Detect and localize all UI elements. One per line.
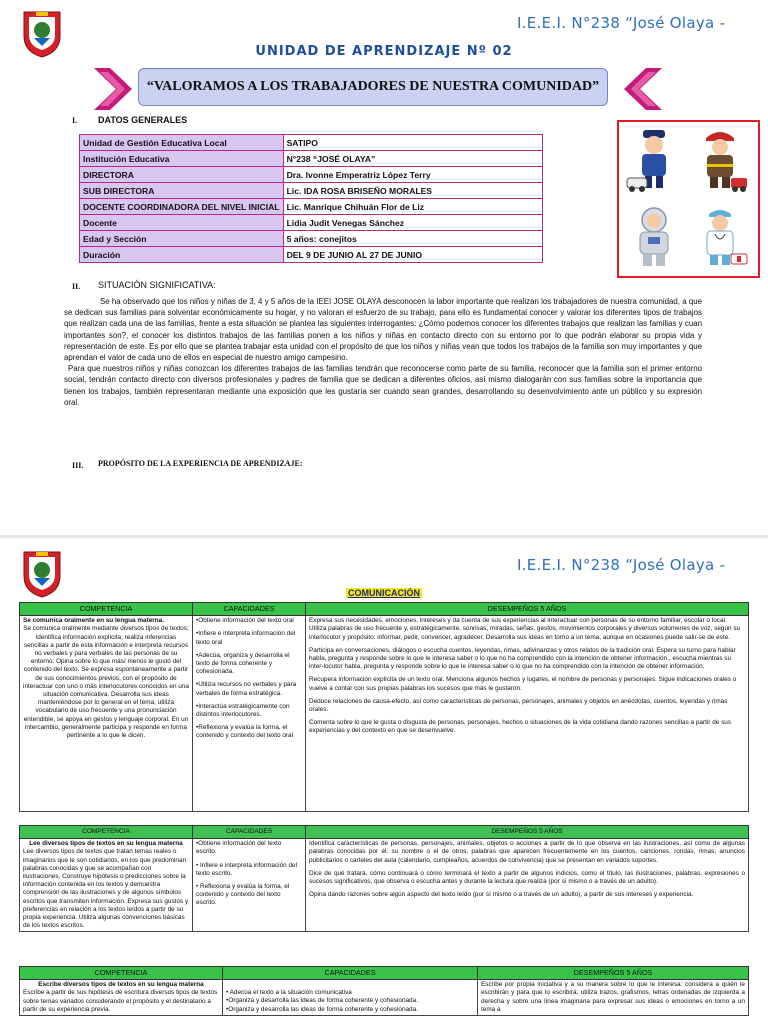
desempeno-item: Recupera información explícita de un texto oral. Menciona algunos hechos y lugares, el nombre de personas y personajes. Sigue indicaciones orales o vuelve a contar con sus propias palabras los sucesos que más le gustaron. xyxy=(309,676,737,692)
row-label: Duración xyxy=(80,247,284,263)
right-chevron-icon xyxy=(622,66,664,117)
table-row xyxy=(80,247,543,263)
workers-illustration xyxy=(617,120,760,278)
school-header-title: I.E.E.I. N°238 “José Olaya - xyxy=(517,14,726,32)
table-row xyxy=(20,839,749,932)
capacidad-item: •Interactúa estratégicamente con distintos interlocutores. xyxy=(196,702,290,719)
competencia-cell xyxy=(20,980,223,1016)
capacidad-item: • Reflexiona y evalúa la forma, el contenido y contexto del texto escrito. xyxy=(196,883,290,907)
table-row xyxy=(80,183,543,199)
table-row xyxy=(80,199,543,215)
table-header-row xyxy=(20,603,749,616)
row-value: 5 años: conejitos xyxy=(283,231,542,247)
capacidad-item: •Organiza y desarrolla las ideas de forma coherente y cohesionada. xyxy=(226,1005,418,1013)
row-label: Institución Educativa xyxy=(80,151,284,167)
table-row xyxy=(20,616,749,812)
area-title xyxy=(0,588,768,598)
desempeno-item: Deduce relaciones de causa-efecto, así como características de personas, personajes, animales y objetos en anécdotas, cuentos, leyendas y rimas orales. xyxy=(309,697,728,714)
table-row xyxy=(80,135,543,151)
datos-generales-table xyxy=(79,134,543,263)
capacidad-item: •Organiza y desarrolla las ideas de forma coherente y cohesionada. xyxy=(226,997,418,1005)
capacidad-item: •Obtiene información del texto oral xyxy=(196,617,294,625)
astronaut-icon xyxy=(625,204,683,270)
row-label: SUB DIRECTORA xyxy=(80,183,284,199)
desempeno-item: Identifica características de personas, personajes, animales, objetos o acciones a partir de lo que observa en las ilustraciones, así como de algunas palabras conocidas por él: su nombre o el de otros, palabras que aparecen frecuentemente en los cuentos, canciones, rondas, rimas, anuncios publicitarios o carteles del aula (calendario, cumpleaños, acuerdos de convivencia) que se presentan en variados soportes. xyxy=(309,840,745,864)
row-value: Lic. IDA ROSA BRISEÑO MORALES xyxy=(283,183,542,199)
row-label: DOCENTE COORDINADORA DEL NIVEL INICIAL xyxy=(80,199,284,215)
row-value: Lidia Judit Venegas Sánchez xyxy=(283,215,542,231)
competencia-table-escritura xyxy=(19,966,749,1016)
capacidad-item: • Infiere e interpreta información del texto escrito. xyxy=(196,861,297,877)
competencia-cell xyxy=(20,616,193,812)
capacidades-cell xyxy=(193,839,306,932)
capacidades-cell xyxy=(193,616,306,812)
firefighter-icon xyxy=(691,128,749,194)
situacion-text xyxy=(64,296,702,408)
row-value: Lic. Manrique Chihuán Flor de Liz xyxy=(283,199,542,215)
doctor-icon xyxy=(691,204,749,270)
desempeno-item: Dice de qué tratará, cómo continuará o cómo terminará el texto a partir de algunos indicios, como el título, las ilustraciones, palabras, expresiones o sucesos significativos, que observa o escucha antes y durante la lectura que realiza (por sí mismo o a través de un adulto). xyxy=(309,869,745,886)
competencia-cell xyxy=(20,839,193,932)
section-number-2: II. xyxy=(72,282,81,291)
desempeno-item: Comenta sobre lo que le gusta o disgusta de personas, personajes, hechos o situaciones de la vida cotidiana dando razones sencillas a partir de sus experiencias y del contexto en que se desenvuelve. xyxy=(309,719,732,735)
capacidad-item: • Adecúa el texto a la situación comunicativa xyxy=(226,989,352,997)
table-row xyxy=(80,215,543,231)
section-heading-datos: DATOS GENERALES xyxy=(98,115,188,125)
table-header-row xyxy=(20,967,749,980)
competencia-title: Se comunica oralmente en su lengua materna. xyxy=(23,617,164,625)
row-label: Docente xyxy=(80,215,284,231)
column-header: DESEMPEÑOS 5 AÑOS xyxy=(478,967,749,980)
competencia-title: Lee diversos tipos de textos en su lengua materna xyxy=(29,840,183,848)
competencia-table-oral xyxy=(19,602,749,812)
desempeno-item: Participa en conversaciones, diálogos o escucha cuentos, leyendas, rimas, adivinanzas y otros relatos de la tradición oral. Espera su turno para hablar habla, pregunta y responde sobre lo que le interesa saber o lo que no ha comprendido con la intención de obtener información., escucha mientras su inter-locutor habla, pregunta y responde sobre lo que le interesa saber o lo que no ha comprendido con la intención de obtener información. xyxy=(309,646,736,671)
row-value: N°238 “JOSÉ OLAYA” xyxy=(283,151,542,167)
column-header: COMPETENCIA xyxy=(20,826,193,839)
column-header: DESEMPEÑOS 5 AÑOS xyxy=(306,603,749,616)
desempenos-cell xyxy=(306,839,749,932)
column-header: CAPACIDADES xyxy=(223,967,478,980)
table-row xyxy=(80,151,543,167)
desempeno-item: Expresa sus necesidades, emociones, intereses y da cuenta de sus experiencias al interactuar con personas de su entorno familiar, escolar o local. Utiliza palabras de uso frecuente y, estratégicamente, sonrisas, miradas, señas, gestos, movimientos corporales y diversos volúmenes de voz, según su interlocutor y propósito: informar, pedir, convencer, agradecer. Desarrolla sus ideas en torno a un tema, aunque en ocasiones puede salir-se de este. xyxy=(309,617,741,641)
column-header: CAPACIDADES xyxy=(193,826,306,839)
row-label: Unidad de Gestión Educativa Local xyxy=(80,135,284,151)
desempeno-item: Opina dando razones sobre algún aspecto del texto leído (por sí mismo o a través de un adulto), a partir de sus intereses y experiencia. xyxy=(309,891,694,899)
capacidad-item: •Adecúa, organiza y desarrolla el texto de forma coherente y cohesionada. xyxy=(196,651,290,676)
column-header: COMPETENCIA xyxy=(20,967,223,980)
left-chevron-icon xyxy=(92,66,134,117)
row-label: Edad y Sección xyxy=(80,231,284,247)
school-header-title: I.E.E.I. N°238 “José Olaya - xyxy=(517,556,726,574)
section-number-3: III. xyxy=(72,461,84,470)
competencia-description: Escribe a partir de sus hipótesis de escritura diversos tipos de textos sobre temas variados considerando el propósito y el destinatario a partir de su experiencia previa. xyxy=(23,989,218,1013)
competencia-description: Se comunica oralmente mediante diversos tipos de textos; identifica información explícita; realiza inferencias sencillas a partir de esta información e interpreta recursos no verbales y para verbales de las personas de su entorno. Opina sobre lo que más/ menos le gustó del contenido del texto. Se expresa espontáneamente a partir de sus conocimientos previos, con el propósito de interactuar con uno o más interlocutores conocidos en una situación comunicativa. Desarrolla sus ideas manteniéndose por lo general en el tema; utiliza vocabulario de uso frecuente y una pronunciación entendible, se apoya en gestos y lenguaje corporal. En un intercambio, generalmente participa y responde en forma pertinente a lo que le dicen. xyxy=(23,625,189,740)
capacidad-item: •Utiliza recursos no verbales y para verbales de forma estratégica. xyxy=(196,681,297,697)
area-title-text: COMUNICACIÓN xyxy=(348,588,420,598)
table-row xyxy=(80,231,543,247)
table-header-row xyxy=(20,826,749,839)
capacidad-item: •Obtiene información del texto escrito. xyxy=(196,840,282,856)
table-row xyxy=(80,167,543,183)
police-officer-icon xyxy=(625,128,683,194)
section-heading-situacion: SITUACIÓN SIGNIFICATIVA: xyxy=(98,280,216,290)
competencia-title: Escribe diversos tipos de textos en su lengua materna xyxy=(38,981,204,989)
table-row xyxy=(20,980,749,1016)
competencia-table-lectura xyxy=(19,825,749,932)
section-number-1: I. xyxy=(72,116,78,125)
row-value: SATIPO xyxy=(283,135,542,151)
row-value: Dra. Ivonne Emperatriz López Terry xyxy=(283,167,542,183)
desempenos-cell xyxy=(306,616,749,812)
column-header: CAPACIDADES xyxy=(193,603,306,616)
unit-banner-title: “VALORAMOS A LOS TRABAJADORES DE NUESTRA COMUNIDAD” xyxy=(138,68,608,106)
section-heading-proposito: PROPÓSITO DE LA EXPERIENCIA DE APRENDIZAJE: xyxy=(98,459,303,468)
capacidad-item: •Reflexiona y evalúa la forma, el contenido y contexto del texto oral xyxy=(196,724,293,740)
capacidad-item: •Infiere e interpreta información del texto oral xyxy=(196,630,296,646)
column-header: DESEMPEÑOS 5 AÑOS xyxy=(306,826,749,839)
row-value: DEL 9 DE JUNIO AL 27 DE JUNIO xyxy=(283,247,542,263)
competencia-description: Lee diversos tipos de textos que tratan temas reales o imaginarios que le son cotidianos, en los que predominan palabras conocidas y que se acompañan con ilustraciones. Construye hipótesis o predicciones sobre la información contenida en los textos y demuestra comprensión de las ilustraciones y de algunos símbolos escritos que transmiten información. Expresa sus gustos y preferencias en relación a los textos leídos a partir de su propia experiencia. Utiliza algunas convenciones básicas de los textos escritos. xyxy=(23,848,189,930)
situacion-paragraph-1: Se ha observado que los niños y niñas de 3, 4 y 5 años de la IEEI JOSE OLAYA desconocen la labor importante que realizan los trabajadores de nuestra comunidad, a que se dedican sus familias para solventar económicamente su hogar, y no valoran el esfuerzo de su trabajo, para ello es fundamental conocer y valorar los diferentes tipos de trabajos que realizan cada una de las familias, frente a esta situación se plantea las siguientes interrogantes: ¿Cómo podemos conocer los diferentes trabajos que realizan las familias y cuan importantes son?, el conocer los distintos trabajos de las familias ponen a los niños y niñas en contacto directo con su entorno por lo que podrán elaborar su propia vida y representación de este. Es por ello que se plantea trabajar esta unidad con el propósito de que los niños y niñas vean que todos los trabajos de la familia son muy importantes y que aprendan el valor de cada uno de ellos en especial de nuestro amigo campesino. xyxy=(64,297,702,363)
capacidades-cell xyxy=(223,980,478,1016)
desempenos-cell: Escribe por propia iniciativa y a su manera sobre lo que le interesa: considera a quién le escribirán y para qué lo escribirá; utiliza trazos, grafismos, letras ordenadas de izquierda a derecha y sobre una línea imaginaria para expresar sus ideas o emociones en torno a un tema a xyxy=(478,980,749,1016)
page-separator xyxy=(0,535,768,538)
row-label: DIRECTORA xyxy=(80,167,284,183)
situacion-paragraph-2: Para que nuestros niños y niñas conozcan los diferentes trabajos de las familias tendrán que reconocerse como parte de su familia, reconocer que la familia son el primer entorno social, tendrán contacto directo con diversos profesionales y padres de familia que se dedican a diferentes oficios, así mismo dialogarán con sus familias sobre la importancia que tienen los trabajos, también representaran mediante una exposición que les gustaría ser cuando sean grandes, desarrollando su desenvolvimiento ante un público y su expresión oral. xyxy=(64,364,702,407)
column-header: COMPETENCIA xyxy=(20,603,193,616)
unit-title: UNIDAD DE APRENDIZAJE Nº 02 xyxy=(255,44,513,59)
